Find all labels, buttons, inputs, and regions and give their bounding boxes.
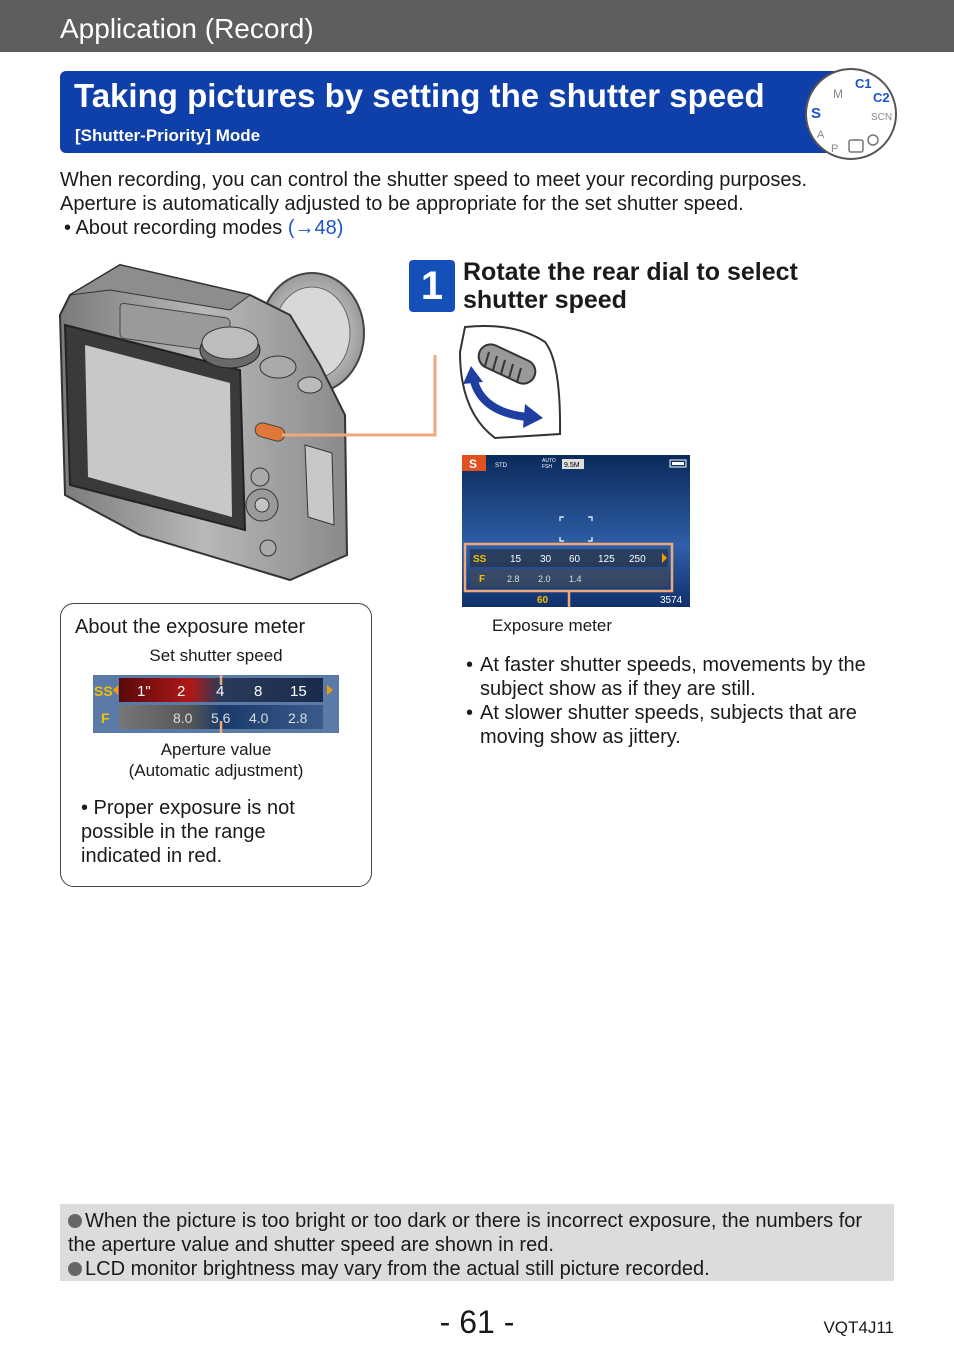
recording-modes-link[interactable]: (→48) bbox=[287, 217, 344, 239]
lcd-icon-style: STD bbox=[495, 463, 507, 469]
lcd-shutter-value: 60 bbox=[569, 554, 581, 565]
exposure-meter-info-box bbox=[60, 603, 372, 887]
lcd-ss-label: SS bbox=[473, 554, 487, 565]
dial-label-s: S bbox=[811, 105, 822, 122]
dial-label-a: A bbox=[817, 129, 825, 141]
meter-aperture-value: 8.0 bbox=[173, 710, 193, 726]
lcd-bottom-shutter: 60 bbox=[537, 595, 549, 606]
rear-dial-icon bbox=[455, 322, 565, 440]
lcd-screen-display bbox=[462, 455, 690, 607]
meter-box-title: About the exposure meter bbox=[75, 616, 306, 638]
aperture-label-line-2: (Automatic adjustment) bbox=[128, 761, 304, 780]
section-header bbox=[0, 0, 954, 52]
meter-shutter-value: 15 bbox=[290, 683, 307, 700]
bullet-dot-icon bbox=[68, 1214, 82, 1228]
meter-aperture-value: 2.8 bbox=[288, 710, 308, 726]
notes-box bbox=[60, 1204, 894, 1281]
lcd-shutter-value: 125 bbox=[598, 554, 615, 565]
lcd-mode-indicator: S bbox=[469, 457, 478, 471]
shutter-speed-bullets bbox=[466, 653, 906, 749]
meter-shutter-value: 1" bbox=[137, 683, 151, 700]
lcd-aperture-value: 2.8 bbox=[507, 574, 520, 584]
intro-bullet-text: • About recording modes bbox=[64, 217, 288, 239]
bullet-dot-icon bbox=[68, 1262, 82, 1276]
meter-shutter-value: 2 bbox=[177, 683, 186, 700]
note-text: LCD monitor brightness may vary from the actual still picture recorded. bbox=[85, 1258, 710, 1280]
lcd-aperture-value: 1.4 bbox=[569, 574, 582, 584]
lcd-shots-remaining: 3574 bbox=[660, 595, 683, 606]
lcd-shutter-value: 250 bbox=[629, 554, 646, 565]
camera-back-illustration bbox=[50, 255, 450, 590]
meter-red-range-note: • Proper exposure is not possible in the range indicated in red. bbox=[81, 797, 295, 867]
intro-line-1: When recording, you can control the shutter speed to meet your recording purposes. bbox=[60, 169, 808, 191]
note-text: When the picture is too bright or too dark or there is incorrect exposure, the numbers for the aperture value and shutter speed are shown in red. bbox=[68, 1210, 863, 1256]
meter-aperture-value: 5.6 bbox=[211, 710, 231, 726]
step-number-badge: 1 bbox=[409, 260, 455, 312]
dial-label-m: M bbox=[833, 87, 843, 101]
note-lcd-brightness bbox=[68, 1257, 888, 1281]
title-banner bbox=[60, 71, 850, 153]
lcd-icon-flash: FSH bbox=[542, 464, 552, 470]
meter-shutter-value: 8 bbox=[254, 683, 263, 700]
bullet-slower: • At slower shutter speeds, subjects that are moving show as jittery. bbox=[466, 701, 906, 749]
page-subtitle: [Shutter-Priority] Mode bbox=[75, 126, 261, 145]
intro-bullet bbox=[64, 216, 343, 240]
lcd-shutter-value: 30 bbox=[540, 554, 552, 565]
bullet-faster: • At faster shutter speeds, movements by the subject show as if they are still. bbox=[466, 653, 906, 701]
meter-f-label: F bbox=[101, 710, 110, 726]
step-instruction bbox=[463, 258, 863, 314]
document-code: VQT4J11 bbox=[823, 1318, 894, 1337]
dial-label-c1: C1 bbox=[855, 76, 872, 91]
dial-label-p: P bbox=[831, 143, 839, 155]
aperture-label-line-1: Aperture value bbox=[160, 740, 272, 759]
set-shutter-speed-label: Set shutter speed bbox=[149, 646, 283, 665]
exposure-meter-diagram bbox=[93, 675, 339, 733]
mode-dial-icon bbox=[803, 66, 899, 162]
page-title: Taking pictures by setting the shutter speed bbox=[74, 77, 765, 114]
lcd-icon-auto: AUTO bbox=[542, 458, 556, 464]
meter-aperture-value: 4.0 bbox=[249, 710, 269, 726]
step-line-2: shutter speed bbox=[463, 286, 627, 314]
lcd-shutter-value: 15 bbox=[510, 554, 522, 565]
page-number: - 61 - bbox=[439, 1304, 515, 1340]
lcd-aperture-value: 2.0 bbox=[538, 574, 551, 584]
meter-shutter-value: 4 bbox=[216, 683, 225, 700]
section-title: Application (Record) bbox=[60, 13, 314, 44]
exposure-meter-caption: Exposure meter bbox=[492, 616, 612, 635]
lcd-icon-size: 9.5M bbox=[564, 462, 580, 469]
note-incorrect-exposure bbox=[68, 1209, 888, 1257]
aperture-value-label bbox=[61, 739, 371, 781]
dial-label-c2: C2 bbox=[873, 90, 890, 105]
lcd-f-label: F bbox=[479, 574, 486, 585]
dial-label-scn: SCN bbox=[871, 112, 893, 123]
intro-line-2: Aperture is automatically adjusted to be appropriate for the set shutter speed. bbox=[60, 193, 744, 215]
step-line-1: Rotate the rear dial to select bbox=[463, 258, 798, 286]
meter-ss-label: SS bbox=[94, 683, 113, 699]
